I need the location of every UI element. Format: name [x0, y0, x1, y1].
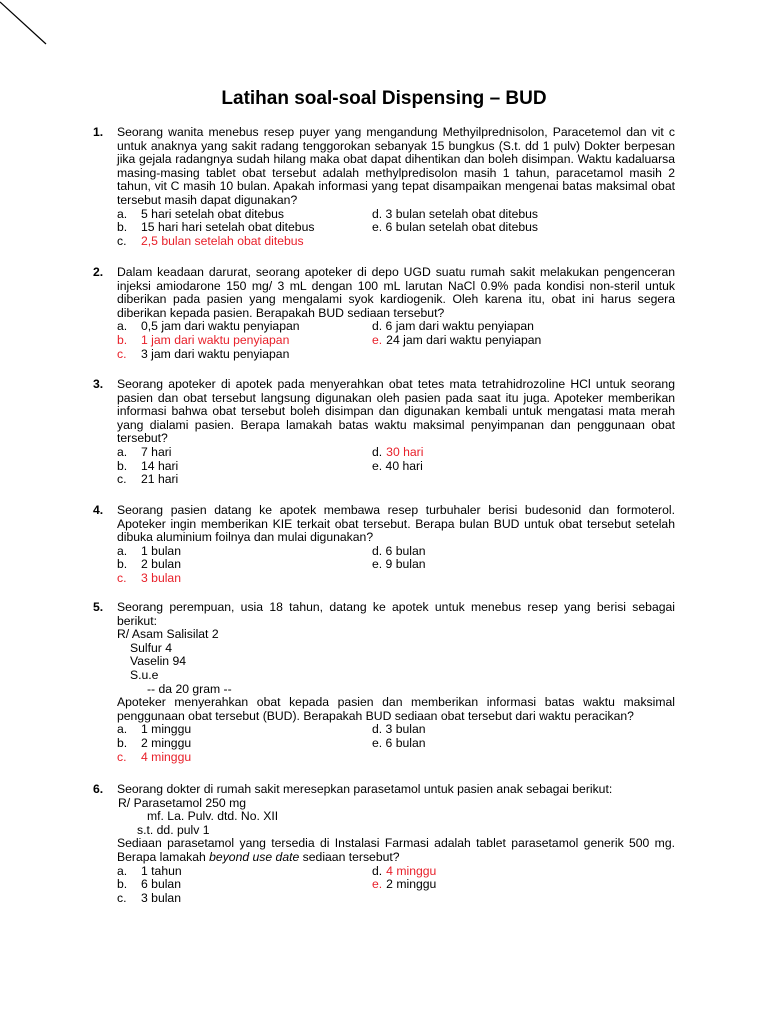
option-c: 3 bulan [141, 890, 181, 905]
question-text-italic: beyond use date [209, 849, 300, 864]
option-letter: b. [117, 877, 128, 892]
question-2 [93, 266, 675, 361]
question-text: Dalam keadaan darurat, seorang apoteker di depo UGD suatu rumah sakit melakukan pengenceran injeksi amiodarone 150 mg/ 3 mL dengan 100 mL larutan NaCl 0.9% pada kondisi non-steril untuk diberikan pada pasien yang mengalami syok kardiogenik. Oleh karena itu, obat ini harus segera diberikan kepada pasien. Berapakah BUD sediaan tersebut? [117, 265, 675, 320]
question-5 [93, 601, 675, 764]
corner-fold-line [0, 0, 60, 60]
option-e: e. 6 bulan setelah obat ditebus [372, 220, 539, 235]
question-text: Seorang perempuan, usia 18 tahun, datang ke apotek untuk menebus resep yang berisi sebagai berikut: [117, 600, 675, 628]
option-letter: b. [117, 557, 128, 572]
question-number: 4. [93, 503, 104, 517]
option-b: 15 hari hari setelah obat ditebus [141, 220, 315, 235]
question-text: Seorang pasien datang ke apotek membawa resep turbuhaler berisi budesonid dan formoterol. Apoteker ingin memberikan KIE terkait obat tersebut. Berapa bulan BUD untuk obat tersebut setelah dibuka aluminium foilnya dan mulai digunakan? [117, 503, 675, 545]
question-1 [93, 126, 675, 248]
question-number: 5. [93, 600, 104, 614]
option-letter: a. [117, 319, 128, 334]
option-letter: a. [117, 206, 128, 221]
option-letter: c. [117, 346, 127, 361]
option-letter: b. [117, 332, 128, 347]
option-letter: c. [117, 570, 127, 585]
option-d-answer: 30 hari [386, 444, 424, 459]
option-letter: e. [372, 332, 383, 347]
question-text: Seorang wanita menebus resep puyer yang mengandung Methyilprednisolon, Paracetemol dan vit c untuk anaknya yang sakit radang tenggorokan sebanyak 15 bungkus (S.t. dd 1 pulv) Dokter berpesan jika gejala radangnya sudah hilang maka obat dapat dihentikan dan boleh disimpan. Waktu kadaluarsa masing-masing tablet obat tersebut adalah methylpredisolon masih 1 tahun, paracetamol masih 2 tahun, vit C masih 10 bulan. Apakah informasi yang tepat disampaikan mengenai batas maksimal obat tersebut masih dapat digunakan? [117, 125, 675, 207]
question-number: 6. [93, 782, 104, 796]
prescription-line: R/ Asam Salisilat 2 [117, 627, 219, 642]
question-text: Seorang apoteker di apotek pada menyerahkan obat tetes mata tetrahidrozoline HCl untuk seorang pasien dan obat tersebut langsung digunakan oleh pasien pada saat itu juga. Apoteker memberikan informasi bahwa obat tersebut boleh disimpan dan digunakan kembali untuk mengatasi mata merah yang dialami pasien. Berapa lamakah batas waktu maksimal penyimpanan dan penggunaan obat tersebut? [117, 377, 675, 446]
page-title: Latihan soal-soal Dispensing – BUD [221, 88, 547, 109]
question-number: 1. [93, 125, 104, 139]
option-a: 1 minggu [141, 722, 192, 737]
question-3 [93, 378, 675, 487]
question-text: Seorang dokter di rumah sakit meresepkan parasetamol untuk pasien anak sebagai berikut: [117, 782, 613, 796]
question-6 [93, 783, 675, 905]
option-c-answer: 2,5 bulan setelah obat ditebus [141, 233, 304, 248]
option-letter: a. [117, 444, 128, 459]
option-letter: a. [117, 863, 128, 878]
option-a: 5 hari setelah obat ditebus [141, 206, 284, 221]
prescription-line: mf. La. Pulv. dtd. No. XII [147, 809, 279, 824]
question-text-2 [117, 837, 675, 864]
question-text: Apoteker menyerahkan obat kepada pasien dan memberikan informasi batas waktu maksimal penggunaan obat tersebut (BUD). Berapakah BUD sediaan obat tersebut dari waktu peracikan? [117, 695, 675, 723]
option-b: 2 minggu [141, 735, 192, 750]
option-letter: b. [117, 735, 128, 750]
option-b: 2 bulan [141, 557, 181, 572]
option-d-answer: 4 minggu [386, 863, 437, 878]
option-d: d. 6 bulan [372, 543, 426, 558]
option-a: 1 bulan [141, 543, 181, 558]
option-letter: d. [372, 863, 383, 878]
option-letter: a. [117, 543, 128, 558]
option-c: 3 jam dari waktu penyiapan [141, 346, 290, 361]
option-letter: e. [372, 877, 383, 892]
option-letter: b. [117, 220, 128, 235]
option-c-answer: 3 bulan [141, 570, 181, 585]
option-letter: c. [117, 472, 127, 487]
option-a: 0,5 jam dari waktu penyiapan [141, 319, 300, 334]
option-e: e. 9 bulan [372, 557, 426, 572]
option-c: 21 hari [141, 472, 179, 487]
option-letter: b. [117, 458, 128, 473]
option-letter: a. [117, 722, 128, 737]
prescription-line: Sulfur 4 [130, 640, 173, 655]
option-e: e. 40 hari [372, 458, 423, 473]
option-b: 6 bulan [141, 877, 181, 892]
option-letter: c. [117, 233, 127, 248]
option-letter: c. [117, 749, 127, 764]
option-letter: d. [372, 444, 383, 459]
option-d: d. 3 bulan setelah obat ditebus [372, 206, 539, 221]
option-e: e. 6 bulan [372, 735, 426, 750]
prescription-line: Vaselin 94 [130, 654, 187, 669]
option-b: 14 hari [141, 458, 179, 473]
question-number: 3. [93, 377, 104, 391]
option-c-answer: 4 minggu [141, 749, 192, 764]
prescription-line: S.u.e [130, 667, 159, 682]
option-a: 7 hari [141, 444, 172, 459]
option-e: 24 jam dari waktu penyiapan [386, 332, 542, 347]
question-number: 2. [93, 265, 104, 279]
option-e: 2 minggu [386, 877, 437, 892]
option-letter: c. [117, 890, 127, 905]
prescription-line: s.t. dd. pulv 1 [137, 822, 210, 837]
question-text-part: sediaan tersebut? [299, 849, 400, 864]
prescription-line: -- da 20 gram -- [147, 681, 232, 696]
question-text-part: Sediaan parasetamol yang tersedia di Instalasi Farmasi adalah tablet parasetamol generik 500 mg. Berapa lamakah [117, 836, 675, 864]
option-b-answer: 1 jam dari waktu penyiapan [141, 332, 290, 347]
option-d: d. 3 bulan [372, 722, 426, 737]
option-a: 1 tahun [141, 863, 182, 878]
prescription-line: R/ Parasetamol 250 mg [118, 795, 247, 810]
question-4 [93, 504, 675, 586]
option-d: d. 6 jam dari waktu penyiapan [372, 319, 534, 334]
